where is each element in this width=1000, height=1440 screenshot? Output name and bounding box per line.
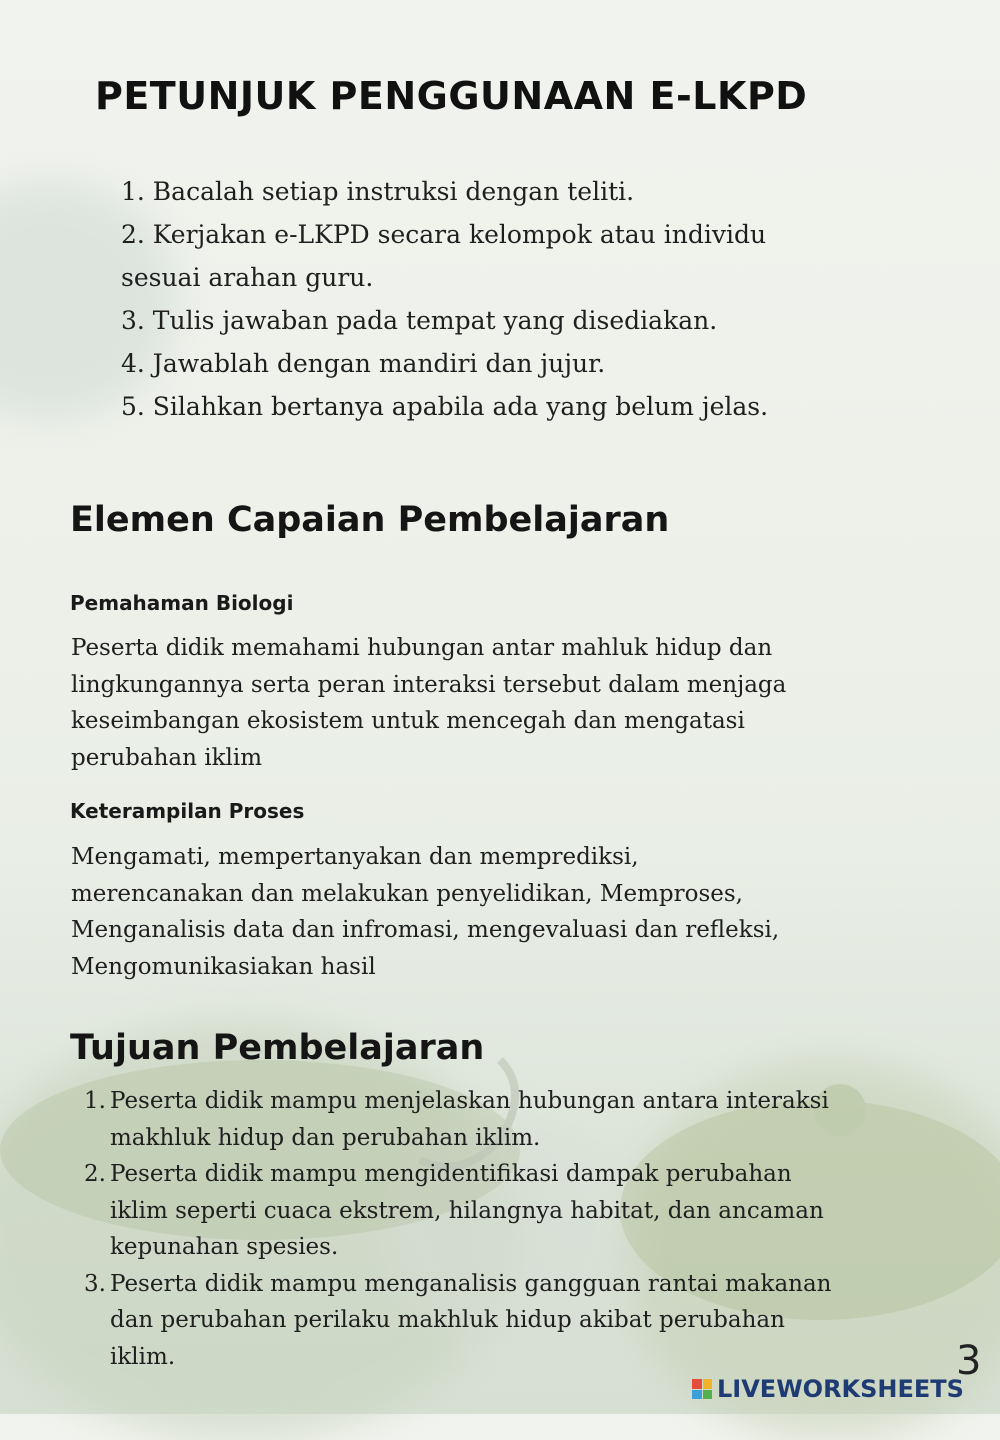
- brand-label: LIVEWORKSHEETS: [717, 1375, 964, 1403]
- text-line: Peserta didik memahami hubungan antar mahluk hidup dan: [71, 635, 773, 661]
- text-line: Peserta didik mampu menjelaskan hubungan antara interaksi: [110, 1088, 829, 1114]
- instruction-list: [121, 170, 921, 428]
- elemen-heading: Elemen Capaian Pembelajaran: [70, 500, 670, 540]
- text-line: lingkungannya serta peran interaksi tersebut dalam menjaga: [71, 671, 787, 698]
- text-line: keseimbangan ekosistem untuk mencegah dan mengatasi: [71, 708, 745, 734]
- text-line: iklim seperti cuaca ekstrem, hilangnya habitat, dan ancaman: [110, 1197, 824, 1224]
- tujuan-list: [84, 1083, 944, 1375]
- text-line: dan perubahan perilaku makhluk hidup akibat perubahan: [110, 1307, 785, 1333]
- list-item: [84, 1083, 944, 1156]
- keterampilan-label: Keterampilan Proses: [70, 799, 305, 823]
- item-number: 2.: [84, 1161, 106, 1187]
- text-line: Mengomunikasiakan hasil: [71, 953, 376, 980]
- item-number: 1.: [84, 1088, 106, 1114]
- page-number: 3: [956, 1338, 982, 1384]
- text-line: perubahan iklim: [71, 744, 263, 771]
- instruction-line: 1. Bacalah setiap instruksi dengan teliti.: [121, 177, 635, 206]
- instruction-line: 5. Silahkan bertanya apabila ada yang belum jelas.: [121, 392, 769, 421]
- text-line: Menganalisis data dan infromasi, mengevaluasi dan refleksi,: [71, 917, 780, 943]
- liveworksheets-logo-icon: [692, 1379, 712, 1399]
- liveworksheets-brand[interactable]: [692, 1375, 964, 1403]
- text-line: makhluk hidup dan perubahan iklim.: [110, 1124, 541, 1151]
- item-number: 3.: [84, 1270, 106, 1297]
- pemahaman-label: Pemahaman Biologi: [70, 591, 294, 615]
- instruction-line: 2. Kerjakan e-LKPD secara kelompok atau individu: [121, 220, 767, 249]
- keterampilan-text: [71, 839, 931, 985]
- text-line: kepunahan spesies.: [110, 1234, 339, 1260]
- page-title: PETUNJUK PENGGUNAAN E-LKPD: [95, 74, 808, 118]
- pemahaman-text: [71, 630, 931, 776]
- list-item: [84, 1156, 944, 1266]
- tujuan-heading: Tujuan Pembelajaran: [70, 1028, 485, 1068]
- instruction-line: 3. Tulis jawaban pada tempat yang disediakan.: [121, 306, 718, 335]
- list-item: [84, 1266, 944, 1376]
- text-line: Mengamati, mempertanyakan dan memprediksi,: [71, 844, 639, 870]
- instruction-line: 4. Jawablah dengan mandiri dan jujur.: [121, 349, 606, 378]
- instruction-line: sesuai arahan guru.: [121, 263, 374, 292]
- text-line: merencanakan dan melakukan penyelidikan, Memproses,: [71, 880, 743, 907]
- text-line: iklim.: [110, 1343, 176, 1370]
- text-line: Peserta didik mampu menganalisis gangguan rantai makanan: [110, 1270, 832, 1297]
- text-line: Peserta didik mampu mengidentifikasi dampak perubahan: [110, 1161, 792, 1187]
